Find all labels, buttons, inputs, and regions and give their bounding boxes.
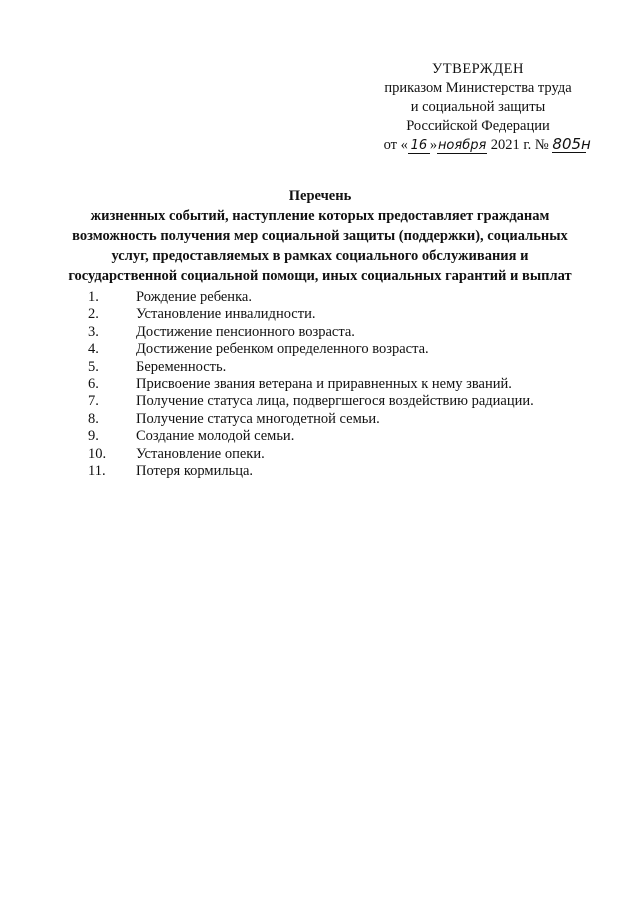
approval-line-3: Российской Федерации [406, 118, 550, 134]
approval-line-1: приказом Министерства труда [384, 80, 572, 96]
list-item-number: 11. [88, 463, 106, 480]
list-item-number: 4. [88, 341, 99, 358]
approval-date-line [374, 136, 596, 155]
list-item [88, 446, 608, 463]
approval-stamp [360, 60, 596, 155]
list-item-text: Потеря кормильца. [136, 463, 254, 480]
list-item-number: 9. [88, 428, 99, 445]
list-item-text: Достижение пенсионного возраста. [136, 323, 355, 340]
document-heading [52, 186, 588, 286]
heading-title: Перечень [288, 188, 352, 204]
list-item-number: 8. [88, 410, 99, 427]
list-item-number: 2. [88, 306, 99, 323]
heading-line-2: возможность получения мер социальной защиты (поддержки), социальных [72, 228, 568, 244]
date-prefix: от « [383, 137, 408, 153]
list-item-text: Получение статуса лица, подвергшегося воздействию радиации. [136, 393, 534, 410]
list-item [88, 359, 608, 376]
list-item [88, 306, 608, 323]
list-item-text: Рождение ребенка. [136, 289, 252, 305]
life-events-list [88, 289, 608, 480]
list-item-text: Установление опеки. [136, 445, 265, 462]
list-item [88, 324, 608, 341]
handwritten-month: ноября [437, 138, 487, 153]
list-item [88, 393, 608, 410]
list-item-text: Получение статуса многодетной семьи. [136, 410, 380, 427]
list-item-number: 7. [88, 393, 99, 410]
heading-line-1: жизненных событий, наступление которых предоставляет гражданам [90, 208, 550, 224]
date-mid: » [429, 137, 438, 153]
list-item [88, 341, 608, 358]
heading-line-3: услуг, предоставляемых в рамках социального обслуживания и [111, 248, 529, 264]
list-item-text: Создание молодой семьи. [136, 428, 295, 445]
list-item-text: Установление инвалидности. [136, 306, 316, 323]
list-item [88, 376, 608, 393]
list-item [88, 428, 608, 445]
list-item [88, 411, 608, 428]
list-item-number: 3. [88, 323, 99, 340]
list-item-number: 6. [88, 376, 99, 393]
approval-title: УТВЕРЖДЕН [432, 61, 524, 77]
list-item-text: Достижение ребенком определенного возраста. [136, 341, 429, 358]
list-item-text: Присвоение звания ветерана и приравненных к нему званий. [136, 376, 512, 393]
list-item [88, 463, 608, 480]
list-item [88, 289, 608, 306]
handwritten-order-number: 805н [552, 135, 591, 153]
heading-line-4: государственной социальной помощи, иных социальных гарантий и выплат [68, 268, 572, 284]
date-year-label: 2021 г. № [490, 137, 549, 153]
list-item-number: 10. [88, 445, 107, 462]
list-item-number: 5. [88, 358, 99, 375]
list-item-text: Беременность. [136, 358, 227, 375]
approval-line-2: и социальной защиты [410, 99, 546, 115]
handwritten-day: 16 [408, 138, 430, 154]
list-item-number: 1. [88, 289, 99, 305]
